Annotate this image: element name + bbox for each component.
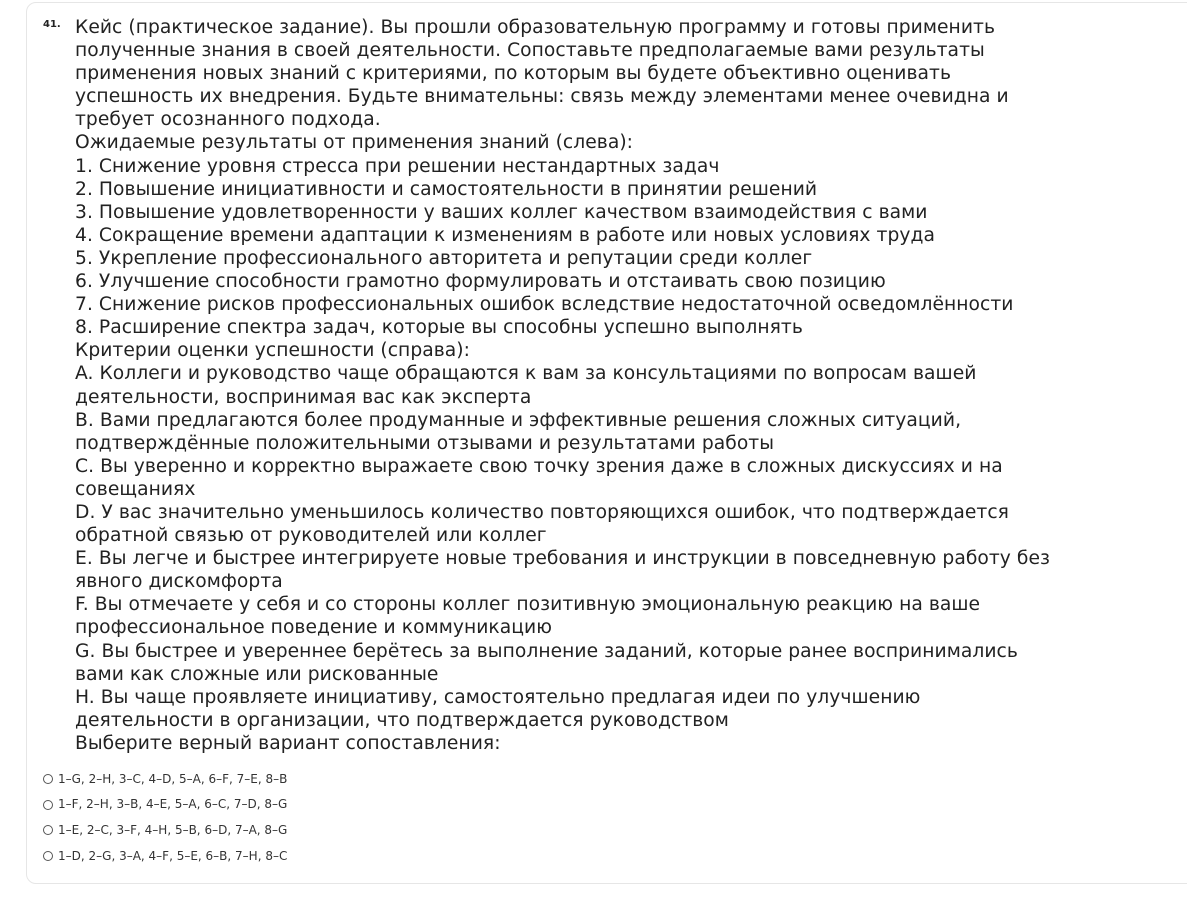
radio-button[interactable]: [43, 851, 53, 861]
answer-option-label[interactable]: 1–G, 2–H, 3–C, 4–D, 5–A, 6–F, 7–E, 8–B: [58, 771, 288, 786]
radio-button[interactable]: [43, 825, 53, 835]
radio-button[interactable]: [43, 774, 53, 784]
left-column-heading: Ожидаемые результаты от применения знаний (слева):: [75, 132, 634, 154]
answer-option[interactable]: [43, 792, 643, 818]
answer-option-label[interactable]: 1–F, 2–H, 3–B, 4–E, 5–A, 6–C, 7–D, 8–G: [58, 797, 288, 812]
right-column-heading: Критерии оценки успешности (справа):: [75, 340, 470, 362]
answer-prompt: Выберите верный вариант сопоставления:: [75, 732, 501, 754]
answer-option[interactable]: [43, 843, 643, 869]
criterion-item: A. Коллеги и руководство чаще обращаются к вам за консультациями по вопросам вашей: [75, 363, 977, 385]
expected-result-item: 2. Повышение инициативности и самостоятельности в принятии решений: [75, 178, 818, 200]
answer-options: [43, 766, 643, 868]
criterion-item: деятельности, воспринимая вас как эксперта: [75, 386, 532, 408]
criterion-item: профессиональное поведение и коммуникацию: [75, 617, 553, 639]
criterion-item: H. Вы чаще проявляете инициативу, самостоятельно предлагая идеи по улучшению: [75, 686, 921, 708]
question-number: 41.: [43, 19, 61, 30]
criterion-item: явного дискомфорта: [75, 571, 283, 593]
criterion-item: совещаниях: [75, 478, 196, 500]
radio-button[interactable]: [43, 800, 53, 810]
expected-result-item: 5. Укрепление профессионального авторитета и репутации среди коллег: [75, 247, 813, 269]
expected-result-item: 6. Улучшение способности грамотно формулировать и отстаивать свою позицию: [75, 271, 886, 293]
criterion-item: подтверждённые положительными отзывами и результатами работы: [75, 432, 775, 454]
expected-result-item: 4. Сокращение времени адаптации к изменениям в работе или новых условиях труда: [75, 224, 935, 246]
expected-result-item: 8. Расширение спектра задач, которые вы способны успешно выполнять: [75, 317, 803, 339]
question-line: Кейс (практическое задание). Вы прошли образовательную программу и готовы применить: [75, 17, 996, 38]
expected-result-item: 7. Снижение рисков профессиональных ошибок вследствие недостаточной осведомлённости: [75, 294, 1014, 316]
criterion-item: D. У вас значительно уменьшилось количество повторяющихся ошибок, что подтверждается: [75, 501, 1009, 523]
criterion-item: B. Вами предлагаются более продуманные и эффективные решения сложных ситуаций,: [75, 409, 962, 431]
question-line: успешность их внедрения. Будьте внимательны: связь между элементами менее очевидна и: [75, 86, 1009, 108]
criterion-item: обратной связью от руководителей или коллег: [75, 525, 547, 547]
answer-option[interactable]: [43, 766, 643, 792]
question-line: требует осознанного подхода.: [75, 109, 381, 131]
question-line: полученные знания в своей деятельности. Сопоставьте предполагаемые вами результаты: [75, 40, 985, 62]
answer-option-label[interactable]: 1–D, 2–G, 3–A, 4–F, 5–E, 6–B, 7–H, 8–C: [58, 848, 288, 863]
question-line: применения новых знаний с критериями, по которым вы будете объективно оценивать: [75, 63, 952, 85]
criterion-item: деятельности в организации, что подтверждается руководством: [75, 709, 729, 731]
criterion-item: G. Вы быстрее и увереннее берётесь за выполнение заданий, которые ранее воспринимались: [75, 640, 1018, 662]
criterion-item: E. Вы легче и быстрее интегрируете новые требования и инструкции в повседневную работу без: [75, 548, 1051, 570]
answer-option[interactable]: [43, 817, 643, 843]
answer-option-label[interactable]: 1–E, 2–C, 3–F, 4–H, 5–B, 6–D, 7–A, 8–G: [58, 822, 288, 837]
criterion-item: вами как сложные или рискованные: [75, 663, 439, 685]
criterion-item: F. Вы отмечаете у себя и со стороны коллег позитивную эмоциональную реакцию на ваше: [75, 594, 981, 616]
expected-result-item: 1. Снижение уровня стресса при решении нестандартных задач: [75, 155, 720, 177]
expected-result-item: 3. Повышение удовлетворенности у ваших коллег качеством взаимодействия с вами: [75, 201, 928, 223]
criterion-item: C. Вы уверенно и корректно выражаете свою точку зрения даже в сложных дискуссиях и на: [75, 455, 1003, 477]
question-text: [75, 16, 1175, 755]
